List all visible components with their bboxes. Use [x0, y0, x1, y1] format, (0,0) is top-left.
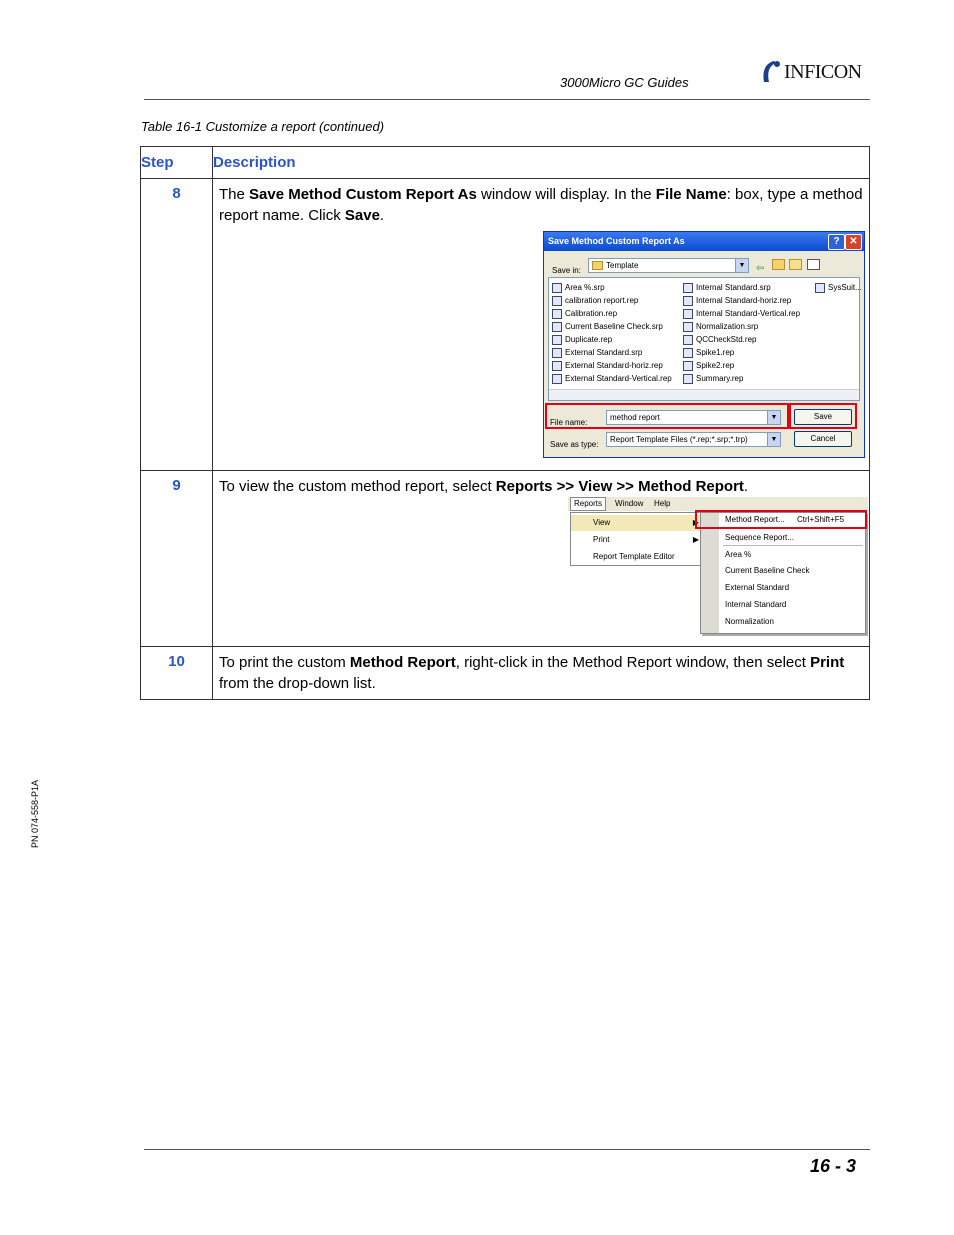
file-item[interactable]: Internal Standard.srp — [683, 281, 800, 294]
report-file-icon — [683, 361, 693, 371]
dialog-titlebar — [544, 232, 864, 251]
table-row — [141, 471, 870, 647]
file-column — [683, 281, 800, 385]
reports-dropdown — [570, 512, 704, 566]
step-number: 9 — [141, 471, 213, 647]
menu-reports[interactable]: Reports — [570, 497, 606, 511]
file-column — [552, 281, 672, 385]
file-item[interactable]: Spike1.rep — [683, 346, 800, 359]
view-menu-item[interactable]: Method Report... Ctrl+Shift+F5 — [725, 515, 845, 524]
view-menu-item[interactable]: External Standard — [725, 583, 790, 593]
report-file-icon — [552, 361, 562, 371]
chevron-down-icon: ▼ — [735, 259, 748, 272]
up-folder-icon[interactable] — [772, 259, 785, 270]
file-name-input[interactable]: method report ▼ — [606, 410, 781, 425]
file-item[interactable]: Calibration.rep — [552, 307, 672, 320]
view-menu-item[interactable]: Normalization — [725, 616, 774, 626]
inficon-logo — [760, 60, 875, 84]
file-item[interactable]: External Standard.srp — [552, 346, 672, 359]
save-button-highlight — [789, 403, 857, 429]
file-item[interactable]: Internal Standard-horiz.rep — [683, 294, 800, 307]
step-number: 8 — [141, 179, 213, 471]
step-number: 10 — [141, 647, 213, 700]
view-menu-item[interactable]: Current Baseline Check — [725, 566, 810, 576]
step-description — [213, 647, 870, 700]
save-button[interactable]: Save — [794, 409, 852, 425]
page-number: 16 - 3 — [810, 1156, 857, 1176]
file-item[interactable]: Current Baseline Check.srp — [552, 320, 672, 333]
horizontal-scrollbar[interactable] — [549, 389, 859, 400]
menu-item-print[interactable]: Print ▶ — [571, 532, 703, 548]
back-icon[interactable]: ⇦ — [756, 263, 765, 274]
guide-title: 3000Micro GC Guides — [560, 75, 689, 90]
menu-item-report-template-editor[interactable]: Report Template Editor — [593, 552, 675, 561]
report-file-icon — [683, 296, 693, 306]
file-item[interactable]: Summary.rep — [683, 372, 800, 385]
chevron-right-icon: ▶ — [692, 535, 699, 544]
file-item[interactable]: SysSuit... — [815, 281, 862, 294]
step-text: To view the custom method report, select Reports >> View >> Method Report. — [219, 478, 749, 495]
save-in-select[interactable]: Template ▼ — [588, 258, 749, 273]
file-item[interactable]: QCCheckStd.rep — [683, 333, 800, 346]
menu-item-view[interactable]: View ▶ — [571, 515, 703, 531]
help-button[interactable]: ? — [828, 234, 845, 250]
file-item[interactable]: calibration report.rep — [552, 294, 672, 307]
file-item[interactable]: Normalization.srp — [683, 320, 800, 333]
folder-icon — [592, 261, 603, 270]
file-name-highlight — [545, 403, 789, 429]
file-list[interactable] — [548, 277, 860, 401]
view-menu-item[interactable]: Internal Standard — [725, 600, 787, 609]
file-item[interactable]: Internal Standard-Vertical.rep — [683, 307, 800, 320]
save-in-label: Save in: — [552, 266, 581, 275]
file-item[interactable]: Duplicate.rep — [552, 333, 672, 346]
menu-help[interactable]: Help — [654, 499, 671, 508]
report-file-icon — [815, 283, 825, 293]
part-number: PN 074-558-P1A — [30, 779, 40, 848]
file-item[interactable]: External Standard-horiz.rep — [552, 359, 672, 372]
report-file-icon — [552, 348, 562, 358]
report-file-icon — [683, 348, 693, 358]
new-folder-icon[interactable] — [789, 259, 802, 270]
method-report-highlight — [692, 510, 867, 529]
header-rule — [144, 99, 870, 100]
table-caption: Table 16-1 Customize a report (continued) — [141, 119, 385, 134]
report-file-icon — [552, 309, 562, 319]
report-file-icon — [552, 374, 562, 384]
report-file-icon — [552, 296, 562, 306]
save-as-type-select[interactable]: Report Template Files (*.rep;*.srp;*.trp) ▼ — [606, 432, 781, 447]
report-file-icon — [552, 335, 562, 345]
report-file-icon — [683, 283, 693, 293]
file-item[interactable]: External Standard-Vertical.rep — [552, 372, 672, 385]
cancel-button[interactable]: Cancel — [794, 431, 852, 447]
report-file-icon — [683, 335, 693, 345]
inficon-logo-icon — [760, 60, 782, 84]
reports-menu-screenshot — [568, 497, 868, 637]
report-file-icon — [552, 283, 562, 293]
view-submenu — [700, 512, 866, 634]
step-text: To print the custom Method Report, right-click in the Method Report window, then select Print from the drop-down list. — [219, 654, 845, 692]
report-file-icon — [683, 309, 693, 319]
report-file-icon — [552, 322, 562, 332]
table-row — [141, 179, 870, 471]
save-dialog-screenshot — [543, 231, 865, 458]
file-item[interactable]: Area %.srp — [552, 281, 672, 294]
view-menu-item[interactable]: Area % — [725, 549, 752, 559]
menu-bar — [568, 497, 868, 511]
save-as-type-label: Save as type: — [550, 440, 599, 449]
step-text: The Save Method Custom Report As window will display. In the File Name: box, type a method report name. Click Save. — [219, 186, 863, 224]
chevron-down-icon: ▼ — [767, 433, 780, 446]
chevron-down-icon: ▼ — [767, 411, 780, 424]
file-column — [815, 281, 862, 294]
view-menu-icon[interactable] — [807, 259, 820, 270]
menu-separator — [723, 545, 863, 546]
table-row — [141, 647, 870, 700]
step-column-header: Step — [141, 147, 213, 179]
logo-text: INFICON — [784, 61, 862, 83]
view-menu-item[interactable]: Sequence Report... — [725, 532, 794, 542]
dialog-title: Save Method Custom Report As — [548, 236, 685, 246]
step-description — [213, 179, 870, 471]
report-file-icon — [683, 374, 693, 384]
steps-table — [140, 146, 870, 700]
footer-rule — [144, 1149, 870, 1150]
close-button[interactable]: ✕ — [845, 234, 862, 250]
description-column-header: Description — [213, 147, 870, 179]
chevron-right-icon: ▶ — [692, 518, 699, 527]
step-description — [213, 471, 870, 647]
file-name-label: File name: — [550, 418, 588, 427]
report-file-icon — [683, 322, 693, 332]
file-item[interactable]: Spike2.rep — [683, 359, 800, 372]
menu-window[interactable]: Window — [615, 499, 644, 508]
